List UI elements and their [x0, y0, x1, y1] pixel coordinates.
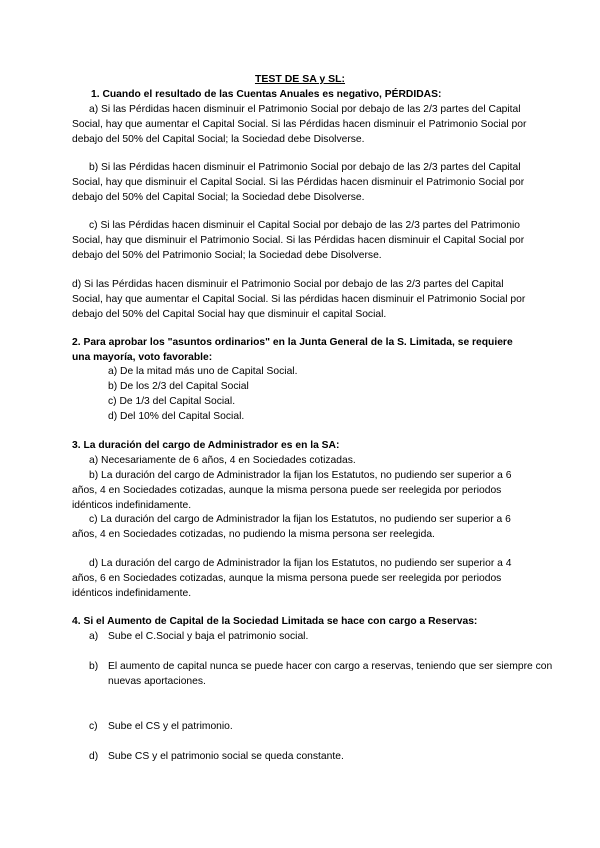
q4-option-a-text: Sube el C.Social y baja el patrimonio social.	[108, 631, 309, 642]
q4-option-b-label: b)	[89, 661, 99, 673]
q4-option-c-text: Sube el CS y el patrimonio.	[108, 720, 233, 732]
q4-option-b-text: El aumento de capital nunca se puede hacer con cargo a reservas, teniendo que ser siempre con nuevas aportaciones.	[108, 661, 553, 688]
q3-option-b: b) La duración del cargo de Administrador la fijan los Estatutos, no pudiendo ser superior a 6 años, 4 en Sociedades cotizadas, aunque la misma persona puede ser reelegida por periodos idénticos indefinidamente.	[72, 470, 512, 512]
q3-option-c: c) La duración del cargo de Administrador la fijan los Estatutos, no pudiendo ser superior a 6 años, 4 en Sociedades cotizadas, no pudiendo la misma persona ser reelegida.	[72, 514, 511, 541]
q4-option-d	[72, 749, 564, 764]
q2-question: 2. Para aprobar los "asuntos ordinarios" en la Junta General de la S. Limitada, se requiere una mayoría, voto favorable:	[72, 337, 513, 364]
q4-option-a-label: a)	[89, 631, 99, 642]
q4-option-d-text: Sube CS y el patrimonio social se queda constante.	[108, 750, 344, 762]
q1-option-c: c) Si las Pérdidas hacen disminuir el Capital Social por debajo de las 2/3 partes del Patrimonio Social, hay que disminuir el Patrimonio Social. Si las Pérdidas hacen disminuir el Capital Social por debajo del 50% del Patrimonio Social; la Sociedad debe Disolverse.	[72, 220, 525, 262]
q4-option-a	[72, 629, 564, 644]
q4-question: 4. Si el Aumento de Capital de la Sociedad Limitada se hace con cargo a Reservas:	[72, 616, 478, 627]
q1-option-d: d) Si las Pérdidas hacen disminuir el Patrimonio Social por debajo de las 2/3 partes del Capital Social, hay que aumentar el Capital Social. Si las pérdidas hacen disminuir el Patrimonio Social por debajo del 50% del Capital Social hay que disminuir el capital Social.	[72, 279, 526, 321]
q4-option-d-label: d)	[89, 750, 99, 762]
q3-option-d: d) La duración del cargo de Administrador la fijan los Estatutos, no pudiendo ser superior a 4 años, 6 en Sociedades cotizadas, aunque la misma persona puede ser reelegida por periodos idénticos indefinidamente.	[72, 558, 512, 600]
q4-option-c-label: c)	[89, 720, 98, 732]
q2-option-a: a) De la mitad más uno de Capital Social.	[108, 366, 298, 377]
q1-question: 1. Cuando el resultado de las Cuentas Anuales es negativo, PÉRDIDAS:	[91, 89, 442, 100]
q1-option-a: a) Si las Pérdidas hacen disminuir el Patrimonio Social por debajo de las 2/3 partes del Capital Social, hay que aumentar el Capital Social. Si las Pérdidas hacen disminuir el Patrimonio Social por debajo del 50% del Capital Social; la Sociedad debe Disolverse.	[72, 104, 527, 146]
test-title: TEST DE SA y SL:	[254, 73, 346, 85]
q4-option-b	[72, 659, 564, 689]
q2-option-c: c) De 1/3 del Capital Social.	[108, 396, 236, 407]
q2-option-d: d) Del 10% del Capital Social.	[108, 411, 245, 422]
q3-option-a: a) Necesariamente de 6 años, 4 en Sociedades cotizadas.	[89, 455, 356, 466]
q4-option-c	[72, 719, 564, 734]
q2-option-b: b) De los 2/3 del Capital Social	[108, 381, 249, 392]
q3-question: 3. La duración del cargo de Administrador es en la SA:	[72, 440, 340, 451]
q1-option-b: b) Si las Pérdidas hacen disminuir el Patrimonio Social por debajo de las 2/3 partes del Capital Social, hay que disminuir el Capital Social. Si las Pérdidas hacen disminuir el Patrimonio Social por debajo del 50% del Capital Social; la Sociedad debe Disolverse.	[72, 162, 525, 204]
